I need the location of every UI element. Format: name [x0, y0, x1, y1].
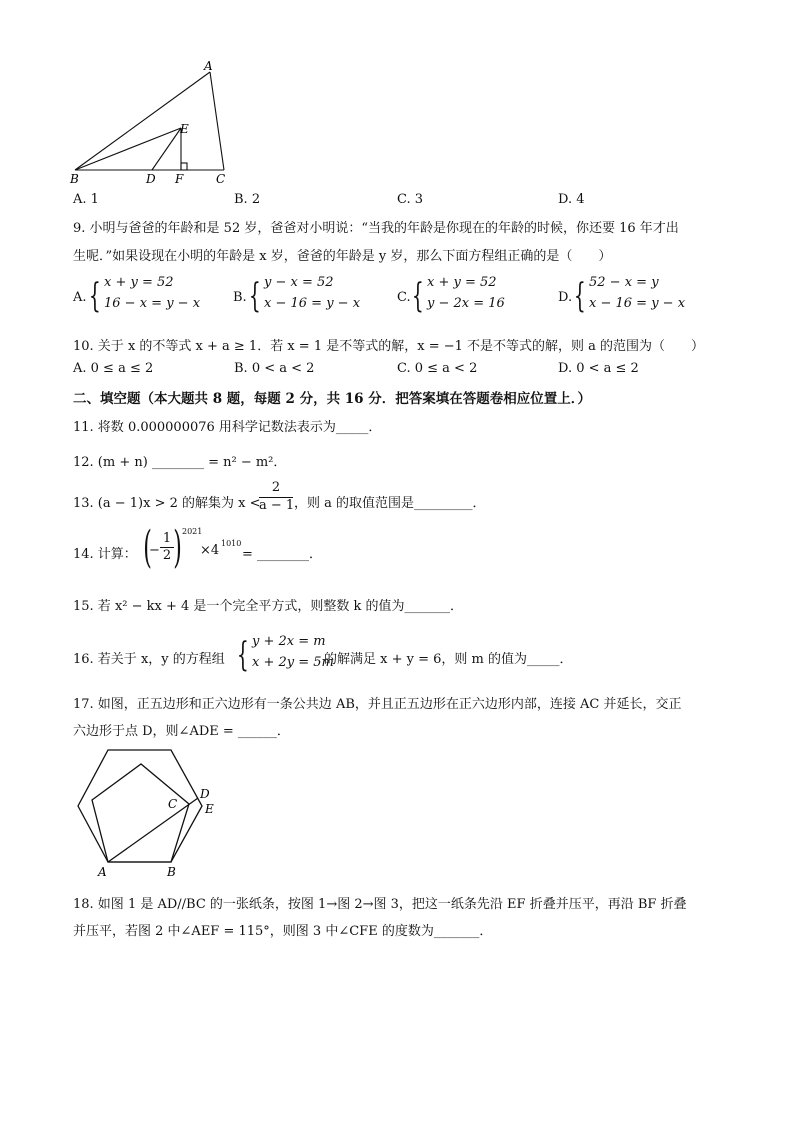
label-a: A: [204, 59, 213, 73]
q9-option-a-letter: A.: [73, 290, 87, 305]
q9-c-eq1: x + y = 52: [427, 275, 497, 290]
q14-fraction: [160, 531, 174, 563]
q10-text: 10. 关于 x 的不等式 x + a ≥ 1．若 x = 1 是不等式的解，x = −1 不是不等式的解，则 a 的范围为（ ）: [73, 339, 705, 354]
q17-line2: 六边形于点 D，则∠ADE = ______．: [73, 724, 290, 739]
q18-line2: 并压平，若图 2 中∠AEF = 115°，则图 3 中∠CFE 的度数为_______．: [73, 924, 493, 939]
q10-option-b: B. 0 < a < 2: [234, 361, 315, 376]
q15-text: 15. 若 x² − kx + 4 是一个完全平方式，则整数 k 的值为_______．: [73, 599, 464, 614]
q13-pre: 13. (a − 1)x > 2 的解集为 x <: [73, 496, 261, 511]
q8-option-c: C. 3: [397, 192, 424, 207]
q9-option-c-letter: C.: [397, 290, 411, 305]
label-b: B: [70, 172, 79, 186]
q13-denominator: a − 1: [259, 498, 295, 513]
q16-eq1: y + 2x = m: [252, 634, 326, 649]
q14-minus: −: [149, 543, 160, 558]
fig17-label-c: C: [168, 797, 178, 811]
q14-denominator: 2: [160, 547, 174, 563]
fig17-label-d: D: [200, 787, 210, 801]
q16-pre: 16. 若关于 x，y 的方程组: [73, 652, 225, 667]
q16-post: 的解满足 x + y = 6，则 m 的值为_____．: [324, 652, 573, 667]
q14-mid: ×4: [200, 543, 220, 558]
q9-b-eq1: y − x = 52: [264, 275, 334, 290]
label-c: C: [216, 172, 226, 186]
label-f: F: [175, 172, 184, 186]
fig17-label-b: B: [167, 865, 176, 879]
q9-option-b-letter: B.: [233, 290, 247, 305]
q9-option-d-letter: D.: [558, 290, 573, 305]
q9-a-eq1: x + y = 52: [104, 275, 174, 290]
q9-line1: 9. 小明与爸爸的年龄和是 52 岁，爸爸对小明说：“当我的年龄是你现在的年龄的时候，你还要 16 年才出: [73, 221, 679, 236]
label-d: D: [146, 172, 156, 186]
q8-option-d: D. 4: [558, 192, 585, 207]
triangle-figure: [64, 58, 244, 188]
q14-post: = ________．: [242, 547, 323, 562]
fig17-label-e: E: [205, 802, 214, 816]
q14-numerator: 1: [162, 531, 172, 546]
q13-fraction: [259, 480, 293, 513]
q13-numerator: 2: [271, 480, 281, 495]
q12-text: 12. (m + n) ________ = n² − m²．: [73, 455, 287, 470]
fig17-label-a: A: [98, 865, 107, 879]
q9-b-eq2: x − 16 = y − x: [264, 296, 361, 311]
q8-option-a: A. 1: [73, 192, 99, 207]
q9-d-eq2: x − 16 = y − x: [589, 296, 686, 311]
q9-d-eq1: 52 − x = y: [589, 275, 659, 290]
q18-line1: 18. 如图 1 是 AD//BC 的一张纸条，按图 1→图 2→图 3，把这一纸条先沿 EF 折叠并压平，再沿 BF 折叠: [73, 897, 687, 912]
q11-text: 11. 将数 0.000000076 用科学记数法表示为_____．: [73, 420, 382, 435]
q9-c-eq2: y − 2x = 16: [427, 296, 505, 311]
q14-exponent: 2021: [182, 527, 203, 536]
q17-line1: 17. 如图，正五边形和正六边形有一条公共边 AB，并且正五边形在正六边形内部，连接 AC 并延长，交正: [73, 697, 682, 712]
q9-line2: 生呢．”如果设现在小明的年龄是 x 岁，爸爸的年龄是 y 岁，那么下面方程组正确的是（ ）: [73, 249, 612, 264]
q10-option-d: D. 0 < a ≤ 2: [558, 361, 639, 376]
q10-option-a: A. 0 ≤ a ≤ 2: [73, 361, 154, 376]
q14-exponent2: 1010: [221, 539, 242, 548]
q14-pre: 14. 计算：: [73, 547, 137, 562]
q14-left-paren: (: [143, 522, 152, 573]
hexagon-pentagon-figure: [70, 744, 230, 882]
q16-eq2: x + 2y = 5m: [252, 655, 334, 670]
section-heading: 二、填空题（本大题共 8 题，每题 2 分，共 16 分．把答案填在答题卷相应位置上．）: [73, 391, 592, 407]
label-e: E: [180, 122, 189, 136]
q10-option-c: C. 0 ≤ a < 2: [397, 361, 478, 376]
q9-a-eq2: 16 − x = y − x: [104, 296, 201, 311]
q14-right-paren: ): [173, 522, 182, 573]
q13-post: ，则 a 的取值范围是_________．: [294, 496, 486, 511]
q8-option-b: B. 2: [234, 192, 261, 207]
